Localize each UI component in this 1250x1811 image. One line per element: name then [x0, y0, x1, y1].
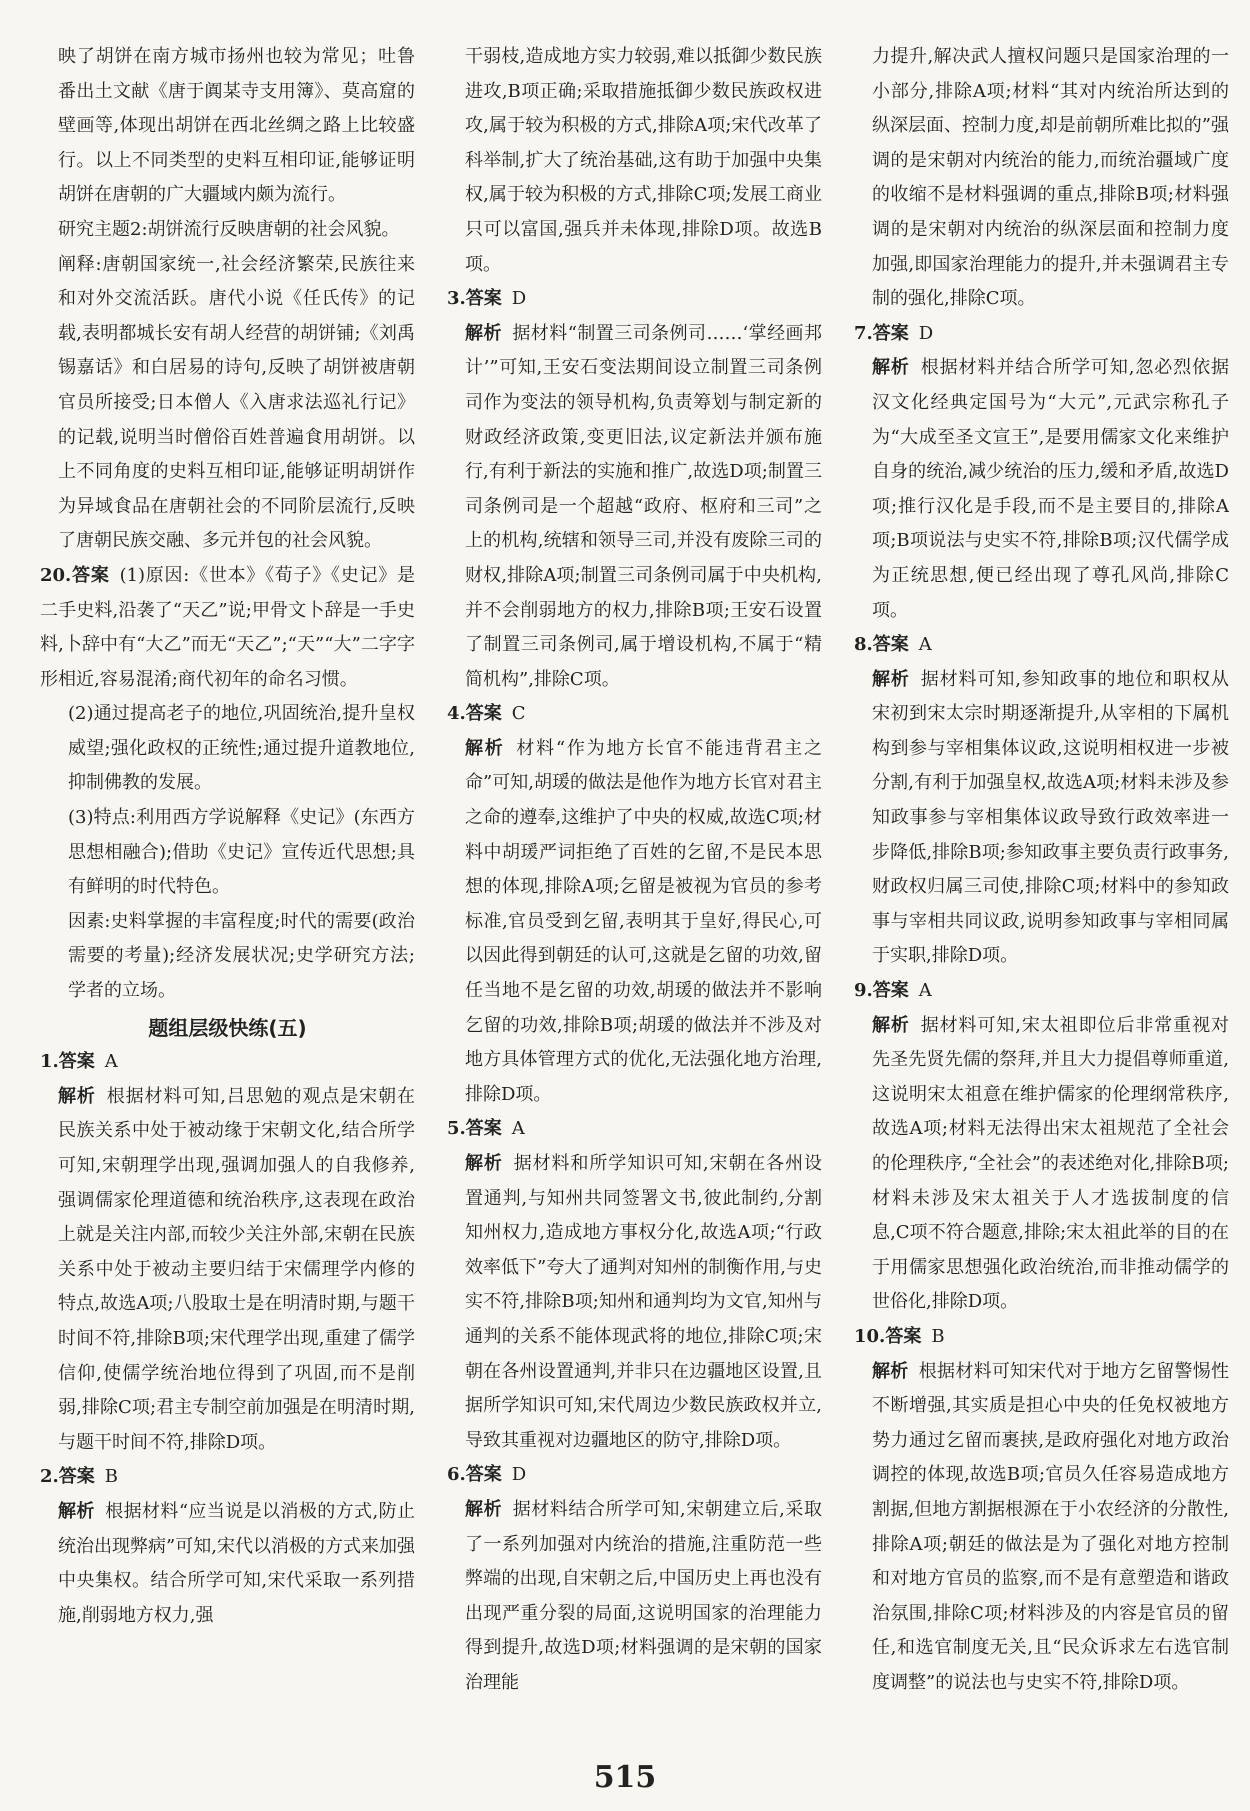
analysis-text: 根据材料可知宋代对于地方乞留警惕性不断增强,其实质是担心中央的任免权被地方势力通过乞留而裹挟,是政府强化对地方政治调控的体现,故选B项;官员久任容易造成地方割据,但地方割据根源在于小农经济的分散性,排除A项;朝廷的做法是为了强化对地方控制和对地方官员的监察,而不是有意塑造和谐政治氛围,排除C项;材料涉及的内容是官员的留任,和选官制度无关,且“民众诉求左右选官制度调整”的说法也与史实不符,排除D项。	[872, 1360, 1229, 1693]
explanation-paragraph: 阐释:唐朝国家统一,社会经济繁荣,民族往来和对外交流活跃。唐代小说《任氏传》的记载,表明都城长安有胡人经营的胡饼铺;《刘禹锡嘉话》和白居易的诗句,反映了胡饼被唐朝官员所接受;日本僧人《入唐求法巡礼行记》的记载,说明当时僧俗百姓普遍食用胡饼。以上不同角度的史料互相印证,能够证明胡饼作为异域食品在唐朝社会的不同阶层流行,反映了唐朝民族交融、多元并包的社会风貌。	[58, 253, 415, 552]
analysis-label: 解析	[872, 357, 910, 379]
analysis-9	[854, 1009, 1229, 1320]
question-number: 4.	[447, 703, 466, 725]
answer-1	[40, 1045, 415, 1080]
answer-choice: C	[511, 703, 526, 725]
analysis-2	[40, 1495, 415, 1633]
analysis-6	[447, 1493, 822, 1701]
answer-20-part1: (1)原因:《世本》《荀子》《史记》是二手史料,沿袭了“天乙”说;甲骨文卜辞是一手史料,卜辞中有“大乙”而无“天乙”;“天”“大”二字字形相近,容易混淆;商代初年的命名习惯。	[40, 564, 415, 690]
answer-4	[447, 697, 822, 732]
column-3	[854, 40, 1229, 1731]
answer-choice: A	[511, 1118, 525, 1140]
answer-choice: B	[931, 1325, 945, 1347]
answer-label: 答案	[465, 1464, 502, 1486]
answer-label: 答案	[872, 634, 909, 656]
answer-20	[40, 559, 415, 697]
analysis-7	[854, 351, 1229, 628]
answer-6	[447, 1458, 822, 1493]
answer-label: 答案	[58, 1466, 95, 1488]
analysis-label: 解析	[465, 737, 505, 759]
question-number: 7.	[854, 322, 873, 344]
answer-20-part2: (2)通过提高老子的地位,巩固统治,提升皇权威望;强化政权的正统性;通过提升道教地位,抑制佛教的发展。	[68, 703, 415, 794]
question-number: 2.	[40, 1466, 59, 1488]
analysis-3	[447, 317, 822, 698]
analysis-text: 据材料可知,参知政事的地位和职权从宋初到宋太宗时期逐渐提升,从宰相的下属机构到参与宰相集体议政,这说明相权进一步被分割,有利于加强皇权,故选A项;材料未涉及参知政事参与宰相集体议政导致行政效率进一步降低,排除B项;参知政事主要负责行政事务,财政权归属三司使,排除C项;材料中的参知政事与宰相共同议政,说明参知政事与宰相同属于实职,排除D项。	[872, 668, 1229, 967]
answer-20-part3: (3)特点:利用西方学说解释《史记》(东西方思想相融合);借助《史记》宣传近代思想;具有鲜明的时代特色。	[68, 807, 415, 898]
answer-label: 答案	[465, 703, 502, 725]
analysis-text: 据材料“制置三司条例司……‘掌经画邦计’”可知,王安石变法期间设立制置三司条例司作为变法的领导机构,负责筹划与制定新的财政经济政策,变更旧法,议定新法并颁布施行,有利于新法的实施和推广,故选D项;制置三司条例司是一个超越“政府、枢府和三司”之上的机构,统辖和领导三司,并没有废除三司的财权,排除A项;制置三司条例司属于中央机构,并不会削弱地方的权力,排除B项;王安石设置了制置三司条例司,属于增设机构,不属于“精简机构”,排除C项。	[465, 322, 822, 690]
analysis-4	[447, 732, 822, 1113]
analysis-text: 据材料和所学知识可知,宋朝在各州设置通判,与知州共同签署文书,彼此制约,分割知州权力,造成地方事权分化,故选A项;“行政效率低下”夸大了通判对知州的制衡作用,与史实不符,排除B项;知州和通判均为文官,知州与通判的关系不能体现武将的地位,排除C项;宋朝在各州设置通判,并非只在边疆地区设置,且据所学知识可知,宋代周边少数民族政权并立,导致其重视对边疆地区的防守,排除D项。	[465, 1153, 822, 1451]
answer-label: 答案	[58, 1051, 95, 1073]
research-topic-2: 研究主题2:胡饼流行反映唐朝的社会风貌。	[58, 218, 400, 240]
answer-choice: D	[511, 288, 527, 310]
page-number: 515	[593, 1760, 657, 1795]
answer-9	[854, 974, 1229, 1009]
question-number: 9.	[854, 980, 873, 1002]
answer-label: 答案	[885, 1325, 922, 1347]
question-number: 3.	[447, 288, 466, 310]
analysis-label: 解析	[465, 1498, 503, 1520]
answer-choice: D	[918, 322, 934, 344]
answer-choice: D	[511, 1464, 527, 1486]
answer-7	[854, 317, 1229, 352]
analysis-2-continued: 干弱枝,造成地方实力较弱,难以抵御少数民族进攻,B项正确;采取措施抵御少数民族政权进攻,属于较为积极的方式,排除A项;宋代改革了科举制,扩大了统治基础,这有助于加强中央集权,属于较为积极的方式,排除C项;发展工商业只可以富国,强兵并未体现,排除D项。故选B项。	[465, 46, 822, 275]
question-number: 6.	[447, 1464, 466, 1486]
column-2	[447, 40, 822, 1731]
answer-label: 答案	[71, 564, 110, 586]
analysis-6-continued: 力提升,解决武人擅权问题只是国家治理的一小部分,排除A项;材料“其对内统治所达到的纵深层面、控制力度,却是前朝所难比拟的”强调的是宋朝对内统治的能力,而统治疆域广度的收缩不是材料强调的重点,排除B项;材料强调的是宋朝对内统治的纵深层面和控制力度加强,即国家治理能力的提升,并未强调君主专制的强化,排除C项。	[872, 46, 1229, 310]
analysis-label: 解析	[58, 1085, 96, 1107]
analysis-text: 根据材料“应当说是以消极的方式,防止统治出现弊病”可知,宋代以消极的方式来加强中央集权。结合所学可知,宋代采取一系列措施,削弱地方权力,强	[58, 1500, 415, 1626]
analysis-text: 据材料可知,宋太祖即位后非常重视对先圣先贤先儒的祭拜,并且大力提倡尊师重道,这说明宋太祖意在维护儒家的伦理纲常秩序,故选A项;材料无法得出宋太祖规范了全社会的伦理秩序,“全社会”的表述绝对化,排除B项;材料未涉及宋太祖关于人才选拔制度的信息,C项不符合题意,排除;宋太祖此举的目的在于用儒家思想强化政治统治,而非推动儒学的世俗化,排除D项。	[872, 1014, 1229, 1313]
analysis-5	[447, 1147, 822, 1458]
analysis-label: 解析	[465, 322, 502, 344]
question-number: 8.	[854, 634, 873, 656]
analysis-text: 据材料结合所学可知,宋朝建立后,采取了一系列加强对内统治的措施,注重防范一些弊端的出现,自宋朝之后,中国历史上再也没有出现严重分裂的局面,这说明国家的治理能力得到提升,故选D项;材料强调的是宋朝的国家治理能	[465, 1498, 822, 1693]
answer-20-part4: 因素:史料掌握的丰富程度;时代的需要(政治需要的考量);经济发展状况;史学研究方法;学者的立场。	[68, 910, 415, 1002]
answer-choice: A	[918, 634, 932, 656]
answer-8	[854, 628, 1229, 663]
column-1	[40, 40, 415, 1731]
answer-label: 答案	[465, 288, 502, 310]
answer-2	[40, 1460, 415, 1495]
analysis-label: 解析	[58, 1500, 95, 1522]
paragraph-hubing-spread: 映了胡饼在南方城市扬州也较为常见；吐鲁番出土文献《唐于阗某寺支用簿》、莫高窟的壁画等,体现出胡饼在西北丝绸之路上比较盛行。以上不同类型的史料互相印证,能够证明胡饼在唐朝的广大疆域内颇为流行。	[58, 46, 415, 206]
question-number: 10.	[854, 1325, 886, 1347]
analysis-label: 解析	[872, 1014, 910, 1036]
answer-10	[854, 1320, 1229, 1355]
analysis-text: 根据材料可知,吕思勉的观点是宋朝在民族关系中处于被动缘于宋朝文化,结合所学可知,宋朝理学出现,强调加强人的自我修养,强调儒家伦理道德和统治秩序,这表现在政治上就是关注内部,而较少关注外部,宋朝在民族关系中处于被动主要归结于宋儒理学内修的特点,故选A项;八股取士是在明清时期,与题干时间不符,排除B项;宋代理学出现,重建了儒学信仰,使儒学统治地位得到了巩固,而不是削弱,排除C项;君主专制空前加强是在明清时期,与题干时间不符,排除D项。	[58, 1085, 415, 1453]
answer-label: 答案	[872, 322, 909, 344]
answer-5	[447, 1112, 822, 1147]
analysis-8	[854, 663, 1229, 974]
answer-3	[447, 282, 822, 317]
answer-label: 答案	[465, 1118, 502, 1140]
answer-choice: A	[918, 980, 932, 1002]
answer-choice: B	[104, 1466, 119, 1488]
analysis-label: 解析	[872, 1360, 909, 1382]
answer-choice: A	[104, 1051, 118, 1073]
question-number: 20.	[40, 564, 72, 586]
analysis-text: 材料“作为地方长官不能违背君主之命”可知,胡瑗的做法是他作为地方长官对君主之命的遵奉,这维护了中央的权威,故选C项;材料中胡瑗严词拒绝了百姓的乞留,不是民本思想的体现,排除A项;乞留是被视为官员的参考标准,官员受到乞留,表明其于皇好,得民心,可以因此得到朝廷的认可,这就是乞留的功效,留任当地不是乞留的功效,胡瑗的做法并不影响乞留的功效,排除B项;胡瑗的做法并不涉及对地方具体管理方式的优化,无法强化地方治理,排除D项。	[465, 737, 822, 1105]
analysis-text: 根据材料并结合所学可知,忽必烈依据汉文化经典定国号为“大元”,元武宗称孔子为“大成至圣文宣王”,是要用儒家文化来维护自身的统治,减少统治的压力,缓和矛盾,故选D项;推行汉化是手段,而不是主要目的,排除A项;B项说法与史实不符,排除B项;汉代儒学成为正统思想,便已经出现了尊孔风尚,排除C项。	[872, 357, 1229, 621]
analysis-label: 解析	[465, 1153, 503, 1174]
analysis-10	[854, 1355, 1229, 1701]
question-number: 5.	[447, 1118, 466, 1140]
answer-label: 答案	[872, 980, 909, 1002]
analysis-1	[40, 1080, 415, 1461]
question-number: 1.	[40, 1051, 59, 1073]
analysis-label: 解析	[872, 668, 910, 690]
section-heading: 题组层级快练(五)	[148, 1015, 307, 1040]
